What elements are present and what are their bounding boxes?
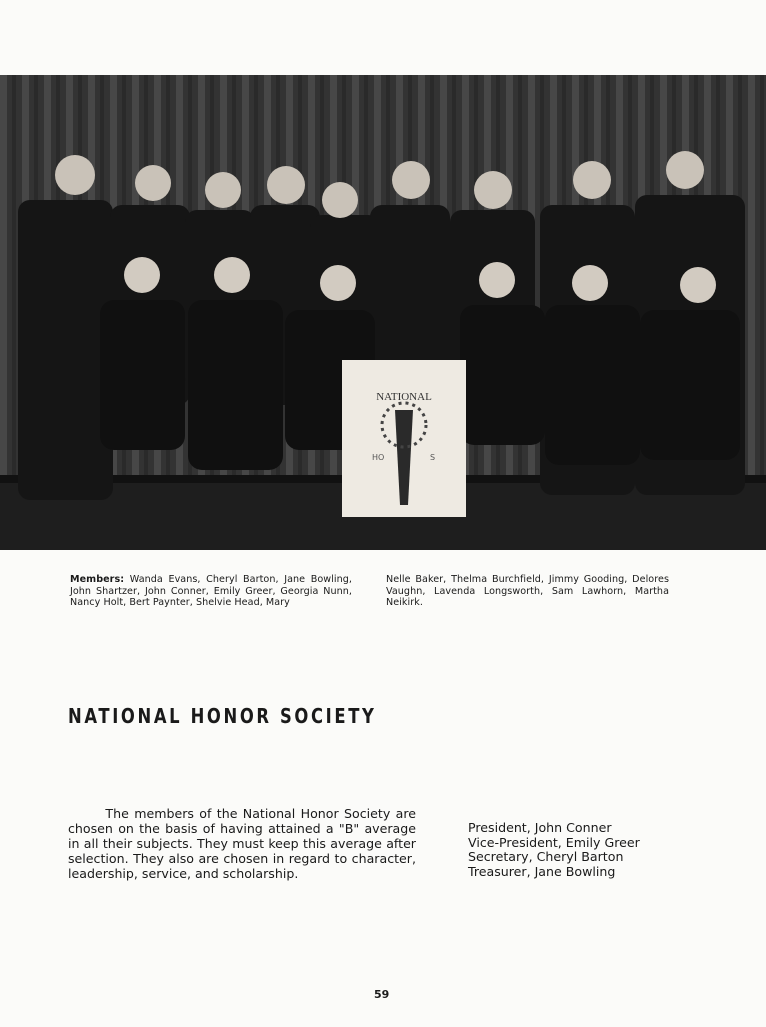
officer-secretary: Secretary, Cheryl Barton [468, 849, 624, 864]
caption-lead: Members: [70, 574, 125, 585]
officer-president: President, John Conner [468, 820, 612, 835]
group-photo-illustration [0, 75, 766, 550]
officers-list [468, 821, 640, 879]
officer-vice-president: Vice-President, Emily Greer [468, 834, 640, 850]
caption-left-text: Wanda Evans, Cheryl Barton, Jane Bowling, John Shartzer, John Conner, Emily Greer, Georgia Nunn, Nancy Holt, Bert Paynter, Shelvie Head, Mary [70, 574, 352, 608]
page-title: NATIONAL HONOR SOCIETY [68, 704, 377, 728]
body-text: The members of the National Honor Society are chosen on the basis of having attained a "B" average in all their subjects. They must keep this average after selection. They also are chosen in regard to character, leadership, service, and scholarship. [68, 806, 416, 881]
caption-right: Nelle Baker, Thelma Burchfield, Jimmy Gooding, Delores Vaughn, Lavenda Longsworth, Sam Lawhorn, Martha Neikirk. [386, 574, 669, 608]
body-paragraph [68, 806, 416, 881]
group-photo [0, 75, 766, 550]
banner-lower-left: HO [372, 453, 385, 462]
caption-left [70, 574, 352, 609]
page-number: 59 [374, 988, 390, 1001]
banner-text: NATIONAL [376, 391, 432, 403]
banner-lower-right: S [430, 453, 436, 462]
officer-treasurer: Treasurer, Jane Bowling [468, 863, 616, 879]
